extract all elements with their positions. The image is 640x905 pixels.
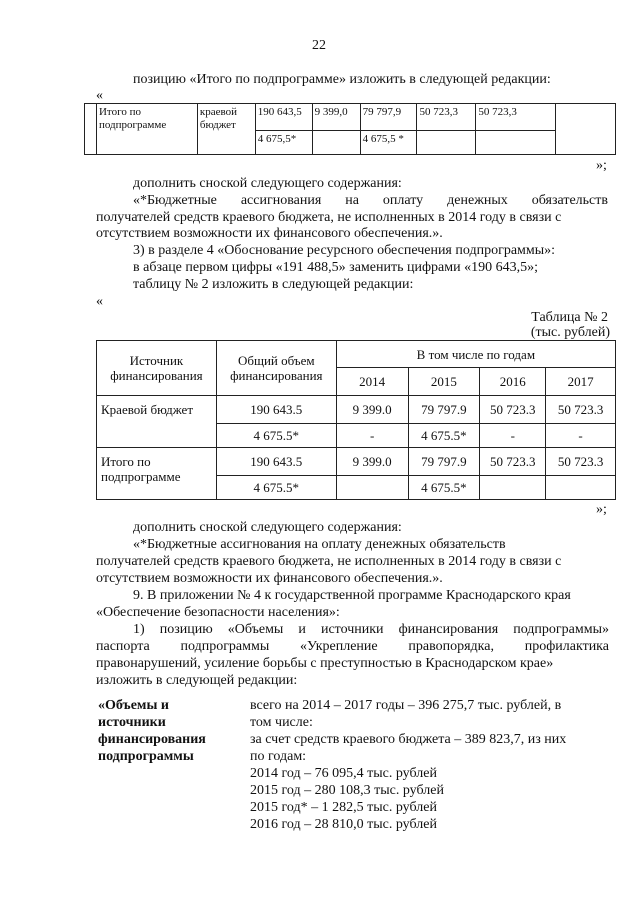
page-number: 22 — [312, 38, 326, 53]
table-cell: 4 675.5* — [216, 476, 336, 500]
table-cell — [546, 476, 616, 500]
paragraph-2: дополнить сноской следующего содержания: — [133, 176, 402, 191]
paragraph-7-line-2: «Обеспечение безопасности населения»: — [96, 605, 340, 620]
table-cell: 190 643.5 — [216, 448, 336, 476]
t1-cell: краевой бюджет — [197, 104, 255, 155]
paragraph-3: 3) в разделе 4 «Обоснование ресурсного обеспечения подпрограммы»: — [133, 243, 556, 258]
table-2-caption: Таблица № 2 — [531, 310, 608, 325]
header-years: В том числе по годам — [336, 341, 615, 368]
footnote-2-line-3: отсутствием возможности их финансового обеспечения.». — [96, 571, 443, 586]
row-label: Итого по подпрограмме — [97, 448, 217, 500]
header-source: Источник финансирования — [97, 341, 217, 396]
table-cell: 50 723.3 — [546, 448, 616, 476]
footnote-2-line-2: получателей средств краевого бюджета, не исполненных в 2014 году в связи с — [96, 554, 562, 569]
t1-cell — [312, 131, 360, 155]
year-cell: 2016 — [480, 368, 546, 396]
table-cell: - — [480, 424, 546, 448]
paragraph-6: дополнить сноской следующего содержания: — [133, 520, 402, 535]
footnote-1-line-1: «*Бюджетные ассигнования на оплату денежных обязательств — [133, 193, 608, 208]
quote-open-1: « — [96, 88, 103, 103]
funding-label-line: финансирования — [98, 732, 206, 747]
table-cell — [480, 476, 546, 500]
t1-cell: 50 723,3 — [476, 104, 556, 131]
paragraph-7-line-1: 9. В приложении № 4 к государственной программе Краснодарского края — [133, 588, 571, 603]
footnote-1-line-3: отсутствием возможности их финансового обеспечения.». — [96, 226, 443, 241]
paragraph-1: позицию «Итого по подпрограмме» изложить в следующей редакции: — [133, 72, 551, 87]
funding-line: всего на 2014 – 2017 годы – 396 275,7 тыс. рублей, в — [250, 698, 562, 713]
table-cell — [336, 476, 408, 500]
table-cell: 4 675.5* — [408, 476, 480, 500]
paragraph-4: в абзаце первом цифры «191 488,5» заменить цифрами «190 643,5»; — [133, 260, 538, 275]
funding-line: 2014 год – 76 095,4 тыс. рублей — [250, 766, 437, 781]
quote-open-2: « — [96, 294, 103, 309]
funding-line: 2015 год – 280 108,3 тыс. рублей — [250, 783, 444, 798]
t1-cell: 9 399,0 — [312, 104, 360, 131]
footnote-1-line-2: получателей средств краевого бюджета, не исполненных в 2014 году в связи с — [96, 210, 562, 225]
funding-label-line: «Объемы и — [98, 698, 169, 713]
table-cell: 79 797.9 — [408, 448, 480, 476]
quote-close-1: »; — [596, 158, 607, 173]
t1-cell — [476, 131, 556, 155]
table-cell: 79 797.9 — [408, 396, 480, 424]
paragraph-8-line-3: правонарушений, усиление борьбы с преступностью в Краснодарском крае» — [96, 656, 554, 671]
funding-line: том числе: — [250, 715, 313, 730]
table-cell: 4 675.5* — [408, 424, 480, 448]
paragraph-8-line-4: изложить в следующей редакции: — [96, 673, 298, 688]
footnote-2-line-1: «*Бюджетные ассигнования на оплату денежных обязательств — [133, 537, 506, 552]
t1-cell: 50 723,3 — [417, 104, 476, 131]
t1-cell — [417, 131, 476, 155]
funding-line: за счет средств краевого бюджета – 389 823,7, из них — [250, 732, 567, 747]
t1-cell: Итого по подпрограмме — [96, 104, 197, 155]
table-1 — [84, 103, 616, 155]
quote-close-2: »; — [596, 502, 607, 517]
t1-cell — [556, 104, 616, 155]
funding-label-line: подпрограммы — [98, 749, 194, 764]
table-2-units: (тыс. рублей) — [530, 325, 610, 340]
t1-cell: 4 675,5* — [255, 131, 312, 155]
row-label: Краевой бюджет — [97, 396, 217, 448]
header-total: Общий объем финансирования — [216, 341, 336, 396]
table-cell: - — [546, 424, 616, 448]
t1-cell: 4 675,5 * — [360, 131, 417, 155]
funding-line: 2015 год* – 1 282,5 тыс. рублей — [250, 800, 437, 815]
t1-cell: 79 797,9 — [360, 104, 417, 131]
year-cell: 2017 — [546, 368, 616, 396]
table-cell: 50 723.3 — [480, 396, 546, 424]
table-cell: 9 399.0 — [336, 448, 408, 476]
table-cell: 190 643.5 — [216, 396, 336, 424]
funding-label-line: источники — [98, 715, 166, 730]
paragraph-5: таблицу № 2 изложить в следующей редакции: — [133, 277, 414, 292]
paragraph-8-line-1: 1) позицию «Объемы и источники финансирования подпрограммы» — [133, 622, 609, 637]
year-cell: 2014 — [336, 368, 408, 396]
year-cell: 2015 — [408, 368, 480, 396]
t1-cell — [85, 104, 97, 155]
table-cell: 50 723.3 — [480, 448, 546, 476]
table-2 — [96, 340, 616, 500]
table-cell: 9 399.0 — [336, 396, 408, 424]
table-cell: - — [336, 424, 408, 448]
t1-cell: 190 643,5 — [255, 104, 312, 131]
funding-line: 2016 год – 28 810,0 тыс. рублей — [250, 817, 437, 832]
funding-line: по годам: — [250, 749, 307, 764]
table-cell: 50 723.3 — [546, 396, 616, 424]
paragraph-8-line-2: паспорта подпрограммы «Укрепление правопорядка, профилактика — [96, 639, 609, 654]
table-cell: 4 675.5* — [216, 424, 336, 448]
